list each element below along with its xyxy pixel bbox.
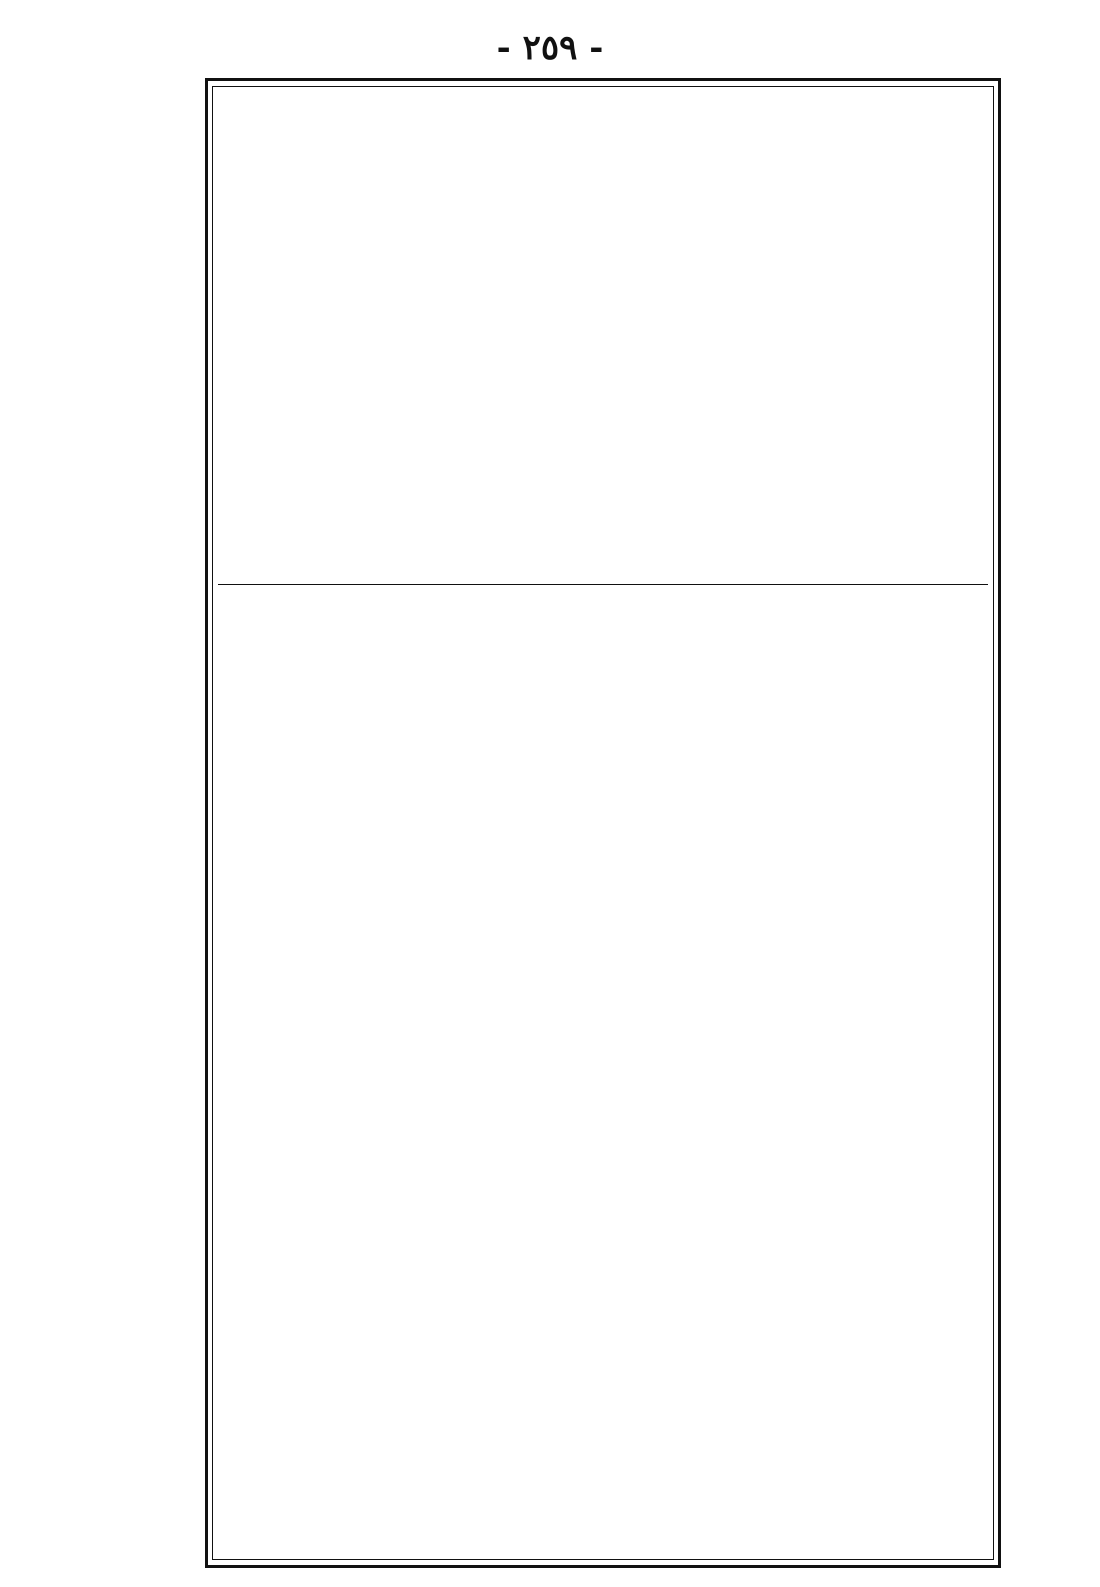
footnote-divider: [218, 584, 988, 585]
main-text: [218, 104, 988, 564]
page-number: - ٢٥٩ -: [496, 28, 604, 68]
footnote-text: [218, 598, 988, 1548]
